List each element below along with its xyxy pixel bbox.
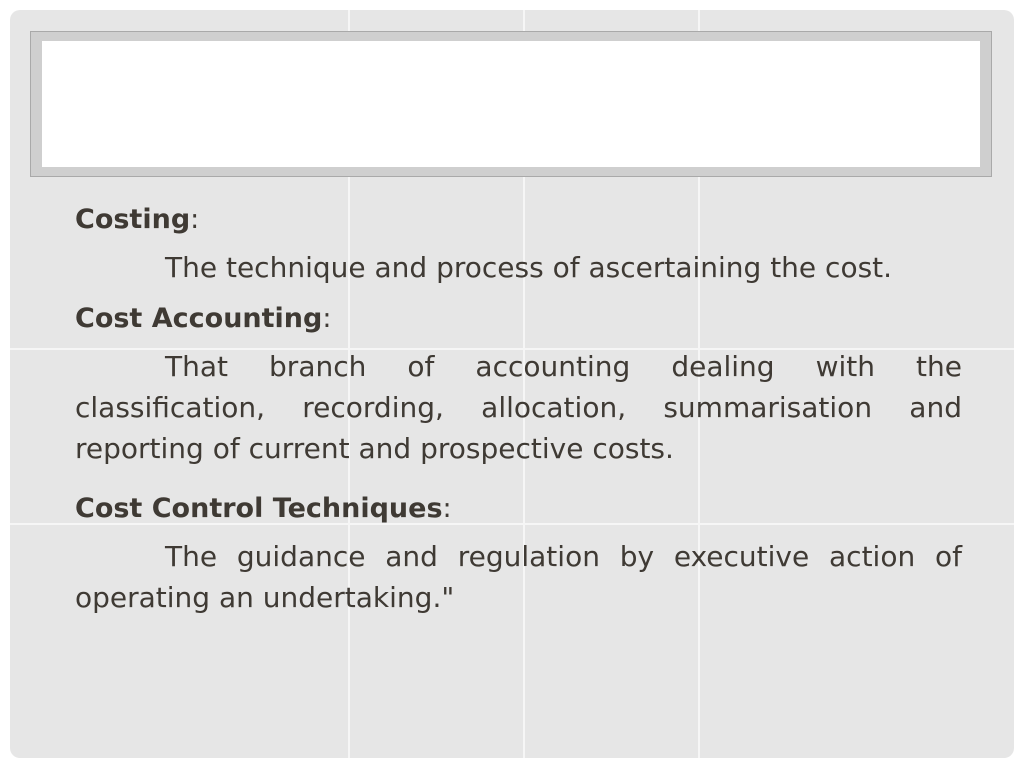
definition-block-costing: [75, 200, 962, 288]
slide-content: [75, 200, 962, 618]
definition-block-cost-control: [75, 489, 962, 618]
term-heading: [75, 299, 962, 339]
term-label: Cost Control Techniques: [75, 493, 443, 524]
term-label: Costing: [75, 204, 191, 235]
term-heading: [75, 489, 962, 529]
term-heading: [75, 200, 962, 240]
term-definition: The guidance and regulation by executive action of operating an undertaking.": [75, 540, 962, 614]
term-colon: :: [442, 493, 452, 524]
term-colon: :: [322, 303, 332, 334]
definition-block-cost-accounting: [75, 299, 962, 469]
title-frame: [30, 31, 992, 177]
term-label: Cost Accounting: [75, 303, 323, 334]
term-colon: :: [190, 204, 200, 235]
term-definition: That branch of accounting dealing with the classification, recording, allocation, summarisation and reporting of current and prospective costs.: [75, 350, 962, 465]
slide: [10, 10, 1014, 758]
title-placeholder: [42, 41, 980, 167]
term-definition: The technique and process of ascertaining the cost.: [165, 251, 893, 284]
